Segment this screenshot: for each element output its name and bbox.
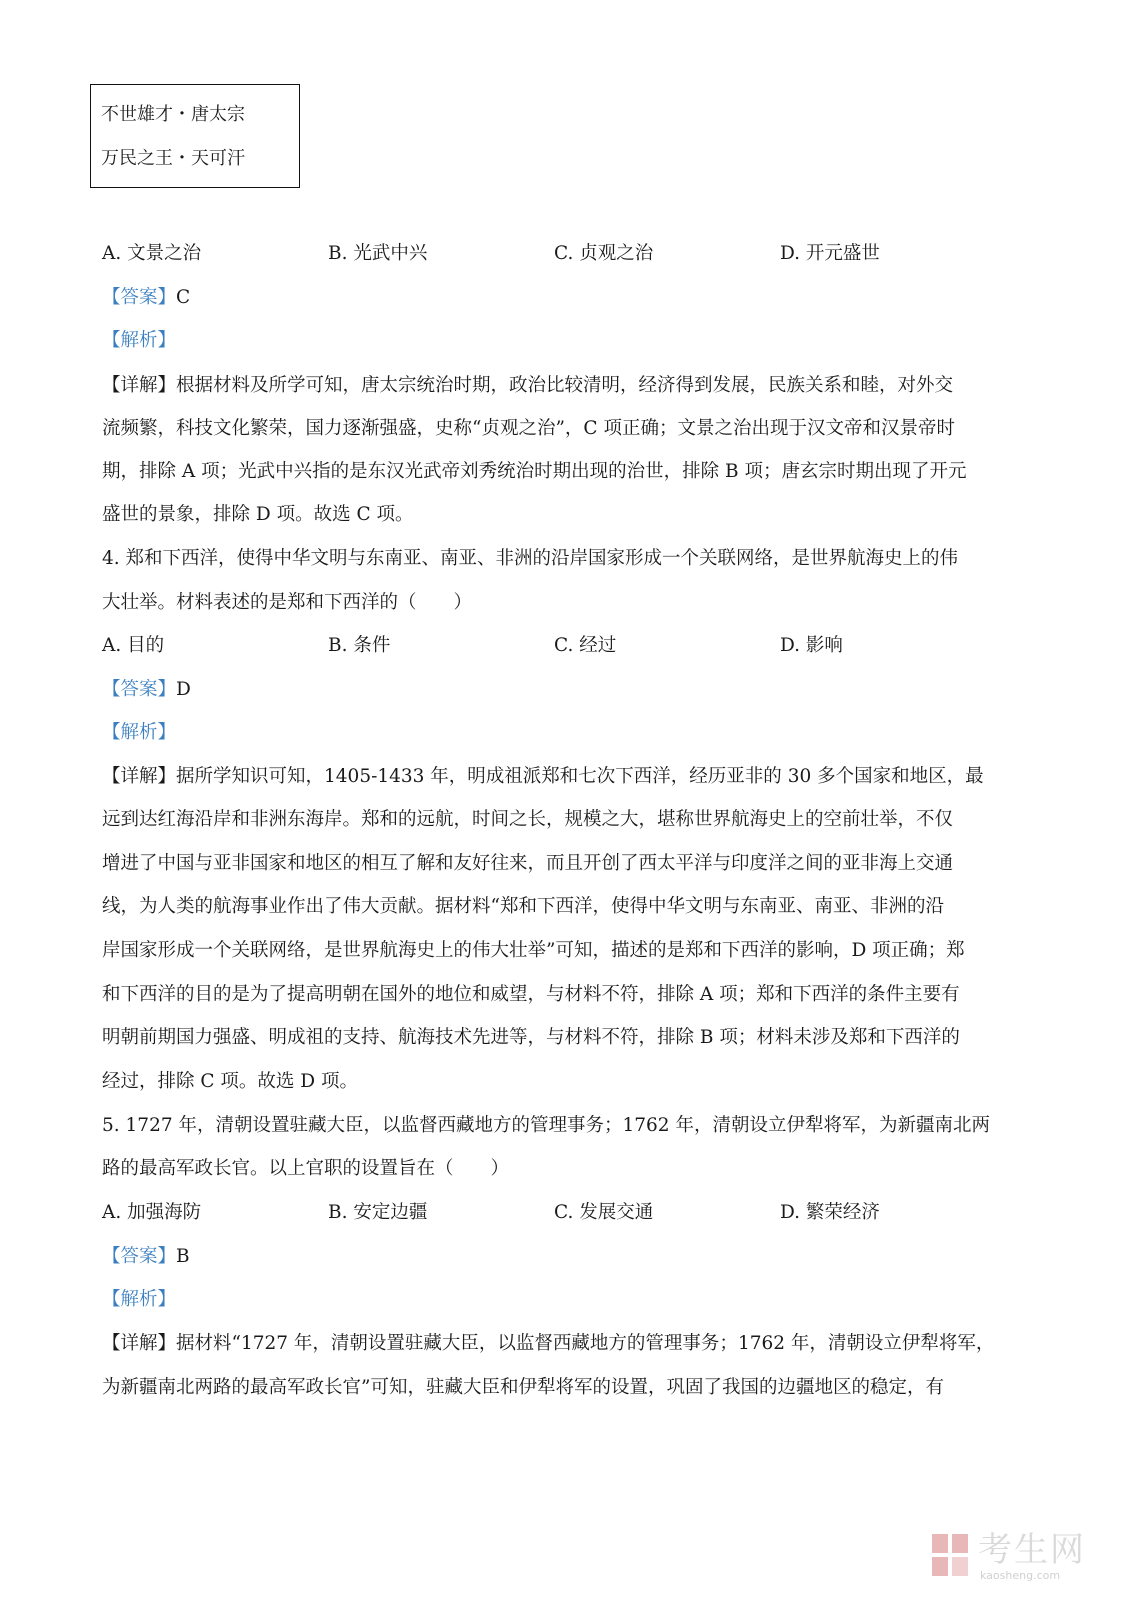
q3-option-c: C. 贞观之治 [554,243,654,264]
q5-option-a: A. 加强海防 [102,1202,202,1223]
q4-detail-line-2: 远到达红海沿岸和非洲东海岸。郑和的远航，时间之长，规模之大，堪称世界航海史上的空前壮举，不仅 [102,809,954,830]
q5-analysis [102,1288,1012,1312]
q3-detail-line-3: 期，排除 A 项；光武中兴指的是东汉光武帝刘秀统治时期出现的治世，排除 B 项；唐玄宗时期出现了开元 [102,461,967,482]
q4-stem-line-1: 4. 郑和下西洋，使得中华文明与东南亚、南亚、非洲的沿岸国家形成一个关联网络，是世界航海史上的伟 [102,548,959,569]
q3-option-d: D. 开元盛世 [780,243,880,264]
watermark [932,1528,1122,1588]
answer-value: D [176,679,191,700]
q5-option-c: C. 发展交通 [554,1202,654,1223]
answer-value: B [176,1246,190,1267]
q4-detail-line-3: 增进了中国与亚非国家和地区的相互了解和友好往来，而且开创了西太平洋与印度洋之间的亚非海上交通 [102,853,954,874]
q3-detail-line-2: 流频繁，科技文化繁荣，国力逐渐强盛，史称“贞观之治”，C 项正确；文景之治出现于汉文帝和汉景帝时 [102,418,955,439]
quote-box [90,84,300,188]
answer-value: C [176,287,191,308]
analysis-tag: 【解析】 [102,722,177,743]
q5-stem-line-1: 5. 1727 年，清朝设置驻藏大臣，以监督西藏地方的管理事务；1762 年，清朝设立伊犁将军，为新疆南北两 [102,1115,990,1136]
detail-text: 据所学知识可知，1405-1433 年，明成祖派郑和七次下西洋，经历亚非的 30 多个国家和地区，最 [176,766,984,787]
q5-detail-line-1 [102,1332,1012,1356]
detail-text: 根据材料及所学可知，唐太宗统治时期，政治比较清明，经济得到发展，民族关系和睦，对外交 [176,375,954,396]
q4-detail-line-5: 岸国家形成一个关联网络，是世界航海史上的伟大壮举”可知，描述的是郑和下西洋的影响，D 项正确；郑 [102,940,965,961]
q4-detail-line-7: 明朝前期国力强盛、明成祖的支持、航海技术先进等，与材料不符，排除 B 项；材料未涉及郑和下西洋的 [102,1027,960,1048]
detail-text: 据材料“1727 年，清朝设置驻藏大臣，以监督西藏地方的管理事务；1762 年，清朝设立伊犁将军， [176,1333,995,1354]
q3-answer [102,286,1012,310]
quote-line-1: 不世雄才・唐太宗 [101,104,245,125]
q4-detail-line-1 [102,765,1012,789]
analysis-tag: 【解析】 [102,1289,177,1310]
q3-option-b: B. 光武中兴 [328,243,428,264]
q5-answer [102,1245,1012,1269]
quote-line-2: 万民之王・天可汗 [101,148,245,169]
q3-detail-line-4: 盛世的景象，排除 D 项。故选 C 项。 [102,504,414,525]
analysis-tag: 【解析】 [102,330,177,351]
q3-analysis [102,329,1012,353]
q4-detail-line-8: 经过，排除 C 项。故选 D 项。 [102,1071,359,1092]
q4-option-d: D. 影响 [780,635,843,656]
q4-analysis [102,721,1012,745]
q5-stem-line-2: 路的最高军政长官。以上官职的设置旨在（ ） [102,1158,510,1179]
detail-tag: 【详解】 [102,1333,177,1354]
q3-detail-line-1 [102,374,1012,398]
detail-tag: 【详解】 [102,375,177,396]
watermark-logo-icon [932,1534,970,1578]
q3-option-a: A. 文景之治 [102,243,202,264]
q4-answer [102,678,1012,702]
q4-option-b: B. 条件 [328,635,391,656]
detail-tag: 【详解】 [102,766,177,787]
q4-stem-line-2: 大壮举。材料表述的是郑和下西洋的（ ） [102,592,473,613]
q4-option-c: C. 经过 [554,635,617,656]
q4-option-a: A. 目的 [102,635,165,656]
answer-tag: 【答案】 [102,287,177,308]
q5-option-d: D. 繁荣经济 [780,1202,880,1223]
answer-tag: 【答案】 [102,679,177,700]
q5-detail-line-2: 为新疆南北两路的最高军政长官”可知，驻藏大臣和伊犁将军的设置，巩固了我国的边疆地区的稳定，有 [102,1377,944,1398]
q4-detail-line-4: 线，为人类的航海事业作出了伟大贡献。据材料“郑和下西洋，使得中华文明与东南亚、南亚、非洲的沿 [102,896,944,917]
q5-option-b: B. 安定边疆 [328,1202,428,1223]
watermark-text: 考生网 [978,1530,1086,1570]
q4-detail-line-6: 和下西洋的目的是为了提高明朝在国外的地位和威望，与材料不符，排除 A 项；郑和下西洋的条件主要有 [102,984,960,1005]
answer-tag: 【答案】 [102,1246,177,1267]
watermark-url: kaosheng.com [980,1569,1061,1582]
